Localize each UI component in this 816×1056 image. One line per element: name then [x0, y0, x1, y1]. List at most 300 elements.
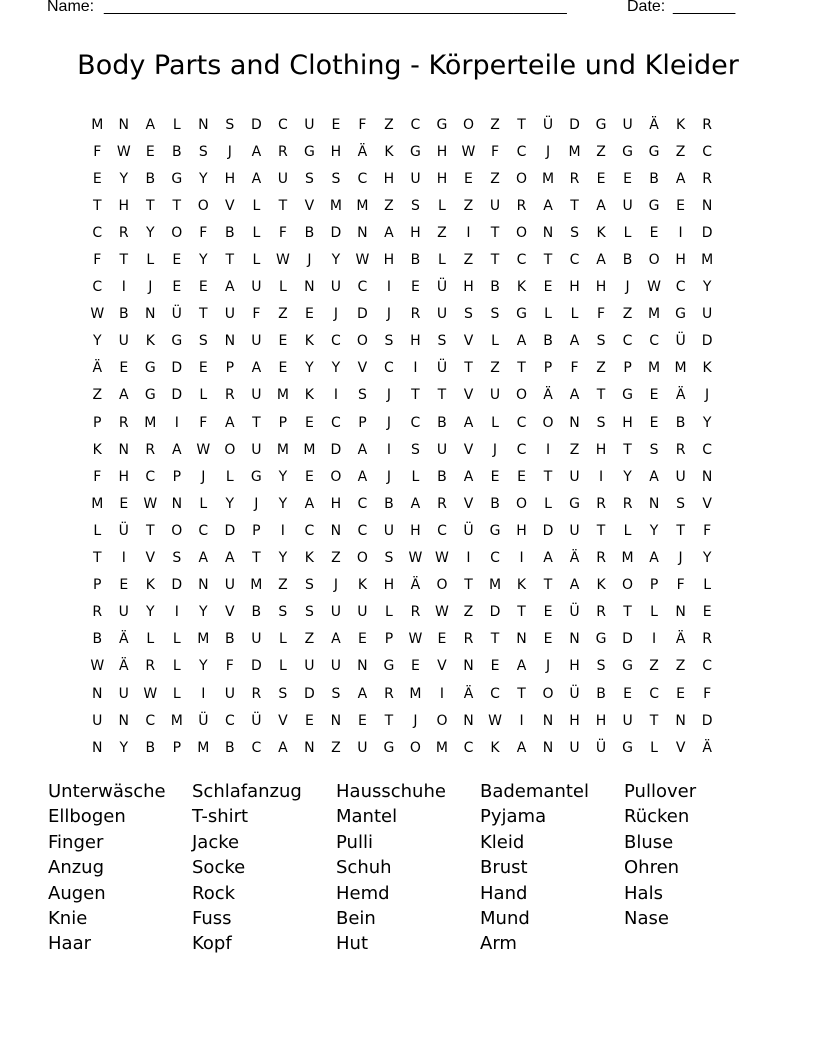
grid-letter[interactable]: J	[386, 414, 391, 431]
grid-letter[interactable]: M	[621, 550, 634, 567]
grid-letter[interactable]: C	[702, 143, 712, 160]
grid-letter[interactable]: I	[201, 685, 206, 702]
grid-letter[interactable]: D	[357, 306, 368, 323]
grid-letter[interactable]: T	[570, 197, 579, 214]
grid-letter[interactable]: D	[250, 116, 262, 133]
grid-letter[interactable]: P	[225, 360, 235, 377]
grid-letter[interactable]: O	[515, 495, 528, 512]
grid-letter[interactable]: G	[410, 143, 421, 160]
grid-letter[interactable]: N	[198, 116, 209, 133]
grid-letter[interactable]: U	[92, 712, 103, 729]
grid-letter[interactable]: K	[304, 550, 314, 567]
grid-letter[interactable]: C	[357, 279, 368, 296]
grid-letter[interactable]: N	[118, 441, 130, 458]
grid-letter[interactable]: S	[411, 197, 420, 214]
grid-letter[interactable]: R	[118, 414, 129, 431]
grid-letter[interactable]: B	[437, 414, 447, 431]
grid-letter[interactable]: O	[515, 224, 528, 241]
grid-letter[interactable]: C	[277, 116, 288, 133]
grid-letter[interactable]: J	[227, 143, 232, 160]
grid-letter[interactable]: E	[649, 224, 659, 241]
grid-letter[interactable]: Ä	[410, 577, 421, 594]
grid-letter[interactable]: L	[278, 658, 287, 675]
grid-letter[interactable]: O	[462, 116, 474, 133]
grid-letter[interactable]: S	[304, 170, 314, 187]
grid-letter[interactable]: K	[304, 387, 314, 404]
grid-letter[interactable]: D	[542, 522, 554, 539]
name-blank-line[interactable]: ____________________________________________________	[104, 0, 567, 15]
grid-letter[interactable]: H	[330, 495, 342, 512]
grid-letter[interactable]: C	[490, 550, 500, 567]
grid-letter[interactable]: Y	[702, 550, 712, 567]
grid-letter[interactable]: S	[357, 387, 367, 404]
grid-letter[interactable]: Y	[305, 360, 314, 377]
grid-letter[interactable]: Ä	[118, 631, 129, 648]
grid-letter[interactable]: A	[596, 252, 606, 269]
grid-letter[interactable]: K	[490, 739, 500, 756]
grid-letter[interactable]: H	[595, 712, 607, 729]
grid-letter[interactable]: E	[649, 387, 659, 404]
grid-letter[interactable]: Z	[304, 631, 315, 648]
grid-letter[interactable]: O	[197, 197, 209, 214]
grid-letter[interactable]: T	[517, 360, 526, 377]
grid-letter[interactable]: Ä	[357, 143, 368, 160]
grid-letter[interactable]: T	[490, 252, 500, 269]
grid-letter[interactable]: D	[303, 685, 315, 702]
grid-letter[interactable]: I	[174, 414, 179, 431]
grid-letter[interactable]: S	[596, 414, 606, 431]
grid-letter[interactable]: W	[90, 306, 105, 323]
grid-letter[interactable]: E	[623, 685, 632, 702]
grid-letter[interactable]: A	[278, 739, 288, 756]
grid-letter[interactable]: Z	[437, 224, 447, 241]
grid-letter[interactable]: N	[330, 522, 342, 539]
grid-letter[interactable]: A	[331, 631, 341, 648]
grid-letter[interactable]: M	[648, 306, 661, 323]
grid-letter[interactable]: E	[543, 279, 553, 296]
grid-letter[interactable]: U	[118, 333, 129, 350]
grid-letter[interactable]: W	[196, 441, 211, 458]
grid-letter[interactable]: E	[357, 712, 367, 729]
grid-letter[interactable]: T	[490, 224, 500, 241]
grid-letter[interactable]: S	[384, 550, 394, 567]
grid-letter[interactable]: Z	[278, 306, 288, 323]
grid-letter[interactable]: U	[357, 739, 368, 756]
grid-letter[interactable]: R	[251, 685, 262, 702]
grid-letter[interactable]: T	[676, 522, 685, 539]
grid-letter[interactable]: P	[384, 631, 394, 648]
grid-letter[interactable]: Y	[331, 360, 341, 377]
grid-letter[interactable]: N	[92, 685, 103, 702]
grid-letter[interactable]: E	[676, 685, 686, 702]
grid-letter[interactable]: U	[224, 685, 235, 702]
grid-letter[interactable]: W	[461, 143, 476, 160]
grid-letter[interactable]: Z	[463, 604, 474, 621]
grid-letter[interactable]: N	[463, 712, 474, 729]
grid-letter[interactable]: G	[595, 631, 607, 648]
grid-letter[interactable]: D	[330, 441, 342, 458]
grid-letter[interactable]: B	[145, 170, 156, 187]
grid-letter[interactable]: T	[543, 577, 553, 594]
grid-letter[interactable]: Z	[278, 577, 288, 594]
grid-letter[interactable]: E	[543, 631, 553, 648]
grid-letter[interactable]: M	[674, 360, 687, 377]
grid-letter[interactable]: H	[383, 252, 395, 269]
grid-letter[interactable]: J	[333, 306, 338, 323]
grid-letter[interactable]: U	[251, 631, 262, 648]
grid-letter[interactable]: C	[357, 170, 368, 187]
grid-letter[interactable]: Y	[146, 224, 155, 241]
grid-letter[interactable]: F	[93, 252, 102, 269]
grid-letter[interactable]: K	[596, 577, 606, 594]
grid-letter[interactable]: A	[569, 387, 580, 404]
grid-letter[interactable]: U	[251, 387, 262, 404]
grid-letter[interactable]: C	[331, 414, 341, 431]
grid-letter[interactable]: C	[516, 441, 527, 458]
grid-letter[interactable]: U	[330, 279, 342, 296]
grid-letter[interactable]: Ä	[92, 360, 103, 377]
grid-letter[interactable]: N	[330, 712, 342, 729]
grid-letter[interactable]: L	[199, 387, 208, 404]
grid-letter[interactable]: E	[464, 170, 473, 187]
grid-letter[interactable]: Y	[649, 522, 659, 539]
grid-letter[interactable]: C	[463, 739, 474, 756]
grid-letter[interactable]: Y	[199, 658, 208, 675]
grid-letter[interactable]: O	[622, 577, 634, 594]
grid-letter[interactable]: I	[652, 631, 657, 648]
grid-letter[interactable]: W	[488, 712, 502, 729]
grid-letter[interactable]: G	[595, 116, 607, 133]
grid-letter[interactable]: U	[569, 468, 580, 485]
grid-letter[interactable]: Z	[384, 197, 394, 214]
grid-letter[interactable]: P	[543, 360, 553, 377]
grid-letter[interactable]: R	[410, 604, 421, 621]
grid-letter[interactable]: D	[171, 360, 183, 377]
grid-letter[interactable]: Ä	[675, 631, 686, 648]
grid-letter[interactable]: E	[119, 360, 129, 377]
grid-letter[interactable]: S	[384, 333, 394, 350]
grid-letter[interactable]: H	[383, 577, 395, 594]
grid-letter[interactable]: P	[172, 468, 182, 485]
grid-letter[interactable]: O	[330, 468, 342, 485]
grid-letter[interactable]: B	[596, 685, 606, 702]
grid-letter[interactable]: W	[275, 252, 290, 269]
grid-letter[interactable]: G	[648, 197, 660, 214]
grid-letter[interactable]: N	[569, 631, 580, 648]
grid-letter[interactable]: A	[543, 197, 553, 214]
grid-letter[interactable]: N	[145, 306, 156, 323]
grid-letter[interactable]: A	[675, 170, 686, 187]
grid-letter[interactable]: O	[515, 387, 528, 404]
grid-letter[interactable]: O	[409, 739, 421, 756]
grid-letter[interactable]: G	[171, 170, 183, 187]
grid-letter[interactable]: K	[145, 577, 155, 594]
grid-letter[interactable]: U	[675, 468, 686, 485]
grid-letter[interactable]: V	[702, 495, 712, 512]
grid-letter[interactable]: S	[278, 685, 288, 702]
grid-letter[interactable]: C	[569, 252, 580, 269]
grid-letter[interactable]: W	[435, 604, 449, 621]
grid-letter[interactable]: C	[331, 333, 341, 350]
grid-letter[interactable]: V	[463, 441, 474, 458]
grid-letter[interactable]: H	[436, 170, 448, 187]
grid-letter[interactable]: O	[171, 522, 183, 539]
grid-letter[interactable]: C	[304, 522, 315, 539]
grid-letter[interactable]: I	[545, 441, 551, 458]
grid-letter[interactable]: I	[678, 224, 683, 241]
grid-letter[interactable]: R	[224, 387, 235, 404]
grid-letter[interactable]: F	[703, 685, 712, 702]
grid-letter[interactable]: Z	[596, 143, 606, 160]
grid-letter[interactable]: L	[199, 495, 208, 512]
grid-letter[interactable]: U	[489, 387, 501, 404]
grid-letter[interactable]: N	[357, 658, 368, 675]
grid-letter[interactable]: M	[568, 143, 581, 160]
grid-letter[interactable]: U	[489, 197, 501, 214]
grid-letter[interactable]: C	[516, 252, 527, 269]
grid-letter[interactable]: F	[490, 143, 500, 160]
grid-letter[interactable]: T	[278, 197, 288, 214]
grid-letter[interactable]: D	[489, 604, 501, 621]
grid-letter[interactable]: L	[146, 631, 155, 648]
grid-letter[interactable]: J	[678, 550, 683, 567]
grid-letter[interactable]: E	[411, 658, 420, 675]
grid-letter[interactable]: R	[596, 495, 606, 512]
grid-letter[interactable]: E	[304, 306, 314, 323]
grid-letter[interactable]: C	[145, 468, 156, 485]
grid-letter[interactable]: H	[595, 279, 607, 296]
grid-letter[interactable]: H	[383, 170, 395, 187]
grid-letter[interactable]: F	[358, 116, 367, 133]
grid-letter[interactable]: A	[145, 116, 156, 133]
grid-letter[interactable]: N	[569, 414, 580, 431]
grid-letter[interactable]: Y	[119, 739, 129, 756]
grid-letter[interactable]: O	[356, 333, 368, 350]
grid-letter[interactable]: Z	[675, 658, 686, 675]
grid-letter[interactable]: I	[466, 224, 471, 241]
grid-letter[interactable]: M	[250, 577, 263, 594]
grid-letter[interactable]: O	[436, 577, 448, 594]
grid-letter[interactable]: U	[569, 522, 580, 539]
grid-letter[interactable]: L	[172, 116, 181, 133]
grid-letter[interactable]: U	[304, 658, 315, 675]
grid-letter[interactable]: G	[250, 468, 262, 485]
grid-letter[interactable]: L	[438, 197, 446, 214]
grid-letter[interactable]: U	[251, 333, 262, 350]
grid-letter[interactable]: H	[516, 522, 527, 539]
grid-letter[interactable]: K	[304, 333, 314, 350]
grid-letter[interactable]: L	[172, 658, 181, 675]
grid-letter[interactable]: C	[357, 495, 368, 512]
grid-letter[interactable]: P	[649, 577, 659, 594]
grid-letter[interactable]: I	[598, 468, 604, 485]
grid-letter[interactable]: B	[437, 468, 447, 485]
grid-letter[interactable]: H	[595, 441, 607, 458]
grid-letter[interactable]: V	[225, 604, 235, 621]
grid-letter[interactable]: M	[303, 441, 316, 458]
grid-letter[interactable]: K	[676, 116, 686, 133]
grid-letter[interactable]: Y	[623, 468, 632, 485]
grid-letter[interactable]: L	[438, 252, 446, 269]
grid-letter[interactable]: S	[464, 306, 473, 323]
grid-letter[interactable]: Y	[278, 468, 288, 485]
grid-letter[interactable]: M	[91, 495, 104, 512]
grid-letter[interactable]: L	[703, 577, 712, 594]
grid-letter[interactable]: P	[358, 414, 367, 431]
grid-letter[interactable]: M	[488, 577, 502, 594]
grid-letter[interactable]: U	[251, 279, 262, 296]
grid-letter[interactable]: T	[623, 441, 632, 458]
grid-letter[interactable]: U	[622, 197, 633, 214]
grid-letter[interactable]: H	[410, 224, 421, 241]
grid-letter[interactable]: C	[410, 116, 421, 133]
grid-letter[interactable]: Ü	[118, 522, 129, 539]
grid-letter[interactable]: H	[675, 252, 686, 269]
grid-letter[interactable]: Z	[331, 739, 341, 756]
grid-letter[interactable]: Ü	[463, 522, 474, 539]
grid-letter[interactable]: T	[225, 252, 235, 269]
grid-letter[interactable]: N	[118, 712, 130, 729]
grid-letter[interactable]: E	[304, 712, 314, 729]
grid-letter[interactable]: D	[569, 116, 580, 133]
grid-letter[interactable]: U	[224, 577, 235, 594]
grid-letter[interactable]: T	[517, 685, 526, 702]
grid-letter[interactable]: P	[252, 522, 261, 539]
grid-letter[interactable]: O	[648, 252, 660, 269]
grid-letter[interactable]: U	[357, 604, 368, 621]
grid-letter[interactable]: E	[145, 143, 155, 160]
grid-letter[interactable]: Z	[490, 116, 500, 133]
grid-letter[interactable]: E	[304, 468, 314, 485]
grid-letter[interactable]: T	[490, 631, 500, 648]
grid-letter[interactable]: J	[492, 441, 498, 458]
grid-letter[interactable]: R	[702, 631, 712, 648]
grid-letter[interactable]: M	[276, 387, 289, 404]
grid-letter[interactable]: U	[622, 712, 633, 729]
grid-letter[interactable]: E	[119, 495, 129, 512]
grid-letter[interactable]: U	[224, 306, 235, 323]
grid-letter[interactable]: M	[91, 116, 104, 133]
grid-letter[interactable]: S	[331, 170, 341, 187]
grid-letter[interactable]: A	[172, 441, 182, 458]
grid-letter[interactable]: R	[118, 224, 129, 241]
grid-letter[interactable]: J	[413, 712, 418, 729]
grid-letter[interactable]: R	[622, 495, 633, 512]
grid-letter[interactable]: Ä	[543, 387, 553, 404]
grid-letter[interactable]: R	[702, 116, 712, 133]
grid-letter[interactable]: V	[357, 360, 368, 377]
grid-letter[interactable]: A	[251, 360, 262, 377]
grid-letter[interactable]: H	[118, 197, 130, 214]
grid-letter[interactable]: G	[144, 360, 156, 377]
grid-letter[interactable]: H	[436, 143, 448, 160]
grid-letter[interactable]: E	[278, 360, 288, 377]
grid-letter[interactable]: G	[436, 116, 448, 133]
grid-letter[interactable]: O	[171, 224, 183, 241]
grid-letter[interactable]: J	[545, 658, 551, 675]
grid-letter[interactable]: L	[252, 224, 261, 241]
grid-letter[interactable]: Z	[331, 550, 341, 567]
grid-letter[interactable]: A	[198, 550, 209, 567]
grid-letter[interactable]: H	[463, 279, 474, 296]
grid-letter[interactable]: R	[92, 604, 103, 621]
grid-letter[interactable]: K	[516, 577, 527, 594]
grid-letter[interactable]: N	[357, 224, 368, 241]
grid-letter[interactable]: P	[93, 577, 102, 594]
grid-letter[interactable]: U	[277, 170, 288, 187]
grid-letter[interactable]: Ü	[436, 279, 448, 296]
grid-letter[interactable]: K	[145, 333, 155, 350]
grid-letter[interactable]: H	[118, 468, 130, 485]
grid-letter[interactable]: L	[252, 252, 261, 269]
grid-letter[interactable]: R	[437, 495, 447, 512]
grid-letter[interactable]: Z	[675, 143, 686, 160]
grid-letter[interactable]: E	[172, 279, 182, 296]
grid-letter[interactable]: J	[625, 279, 630, 296]
grid-letter[interactable]: W	[143, 685, 158, 702]
grid-letter[interactable]: R	[145, 658, 156, 675]
grid-letter[interactable]: D	[622, 631, 633, 648]
grid-letter[interactable]: F	[225, 658, 234, 675]
grid-letter[interactable]: B	[225, 631, 235, 648]
grid-letter[interactable]: E	[411, 279, 420, 296]
grid-letter[interactable]: B	[649, 170, 659, 187]
grid-letter[interactable]: B	[92, 631, 103, 648]
grid-letter[interactable]: G	[648, 143, 660, 160]
grid-letter[interactable]: E	[623, 170, 632, 187]
grid-letter[interactable]: R	[145, 441, 156, 458]
grid-letter[interactable]: T	[172, 197, 182, 214]
grid-letter[interactable]: C	[198, 522, 209, 539]
grid-letter[interactable]: A	[357, 685, 368, 702]
grid-letter[interactable]: C	[357, 522, 368, 539]
grid-letter[interactable]: A	[543, 550, 553, 567]
grid-letter[interactable]: D	[701, 712, 713, 729]
grid-letter[interactable]: R	[463, 631, 474, 648]
grid-letter[interactable]: B	[490, 279, 500, 296]
grid-letter[interactable]: A	[649, 550, 659, 567]
grid-letter[interactable]: E	[437, 631, 447, 648]
grid-letter[interactable]: E	[92, 170, 102, 187]
grid-letter[interactable]: G	[622, 387, 633, 404]
grid-letter[interactable]: L	[172, 631, 181, 648]
grid-letter[interactable]: J	[333, 577, 338, 594]
grid-letter[interactable]: T	[384, 712, 394, 729]
grid-letter[interactable]: C	[92, 279, 103, 296]
grid-letter[interactable]: R	[675, 441, 686, 458]
grid-letter[interactable]: Z	[649, 658, 659, 675]
grid-letter[interactable]: S	[278, 604, 288, 621]
grid-letter[interactable]: R	[516, 197, 527, 214]
grid-letter[interactable]: B	[384, 495, 394, 512]
grid-letter[interactable]: C	[516, 143, 527, 160]
grid-letter[interactable]: C	[490, 685, 500, 702]
grid-letter[interactable]: T	[119, 252, 129, 269]
grid-letter[interactable]: N	[701, 197, 713, 214]
grid-letter[interactable]: Z	[463, 197, 474, 214]
grid-letter[interactable]: E	[490, 468, 500, 485]
grid-letter[interactable]: Z	[622, 306, 633, 323]
grid-letter[interactable]: E	[331, 116, 341, 133]
grid-letter[interactable]: L	[278, 279, 287, 296]
grid-letter[interactable]: S	[596, 333, 606, 350]
grid-letter[interactable]: Ü	[171, 306, 182, 323]
grid-letter[interactable]: M	[648, 360, 661, 377]
grid-letter[interactable]: E	[172, 252, 182, 269]
grid-letter[interactable]: B	[304, 224, 315, 241]
grid-letter[interactable]: Z	[490, 170, 500, 187]
grid-letter[interactable]: D	[701, 333, 713, 350]
